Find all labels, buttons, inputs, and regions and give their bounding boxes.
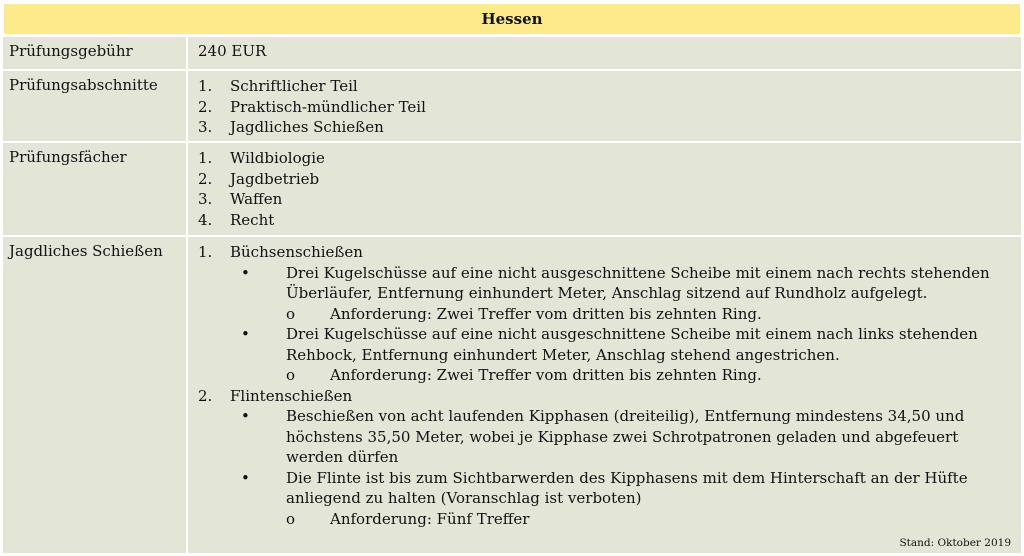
list-number: 2. [198,97,213,116]
list-number: 1. [198,149,213,167]
row-label: Jagdliches Schießen [3,237,188,553]
sub-bullet-text: Anforderung: Fünf Treffer [330,509,530,528]
list-item-text: Wildbiologie [230,149,325,167]
bullet-list [198,324,1021,365]
numbered-list [198,242,1021,263]
sub-bullet-list [198,304,1021,325]
list-item-text: Praktisch-mündlicher Teil [230,97,426,116]
bullet-item [198,406,1021,468]
list-item [198,242,1021,263]
exam-info-table [3,3,1021,553]
bullet-text: Drei Kugelschüsse auf eine nicht ausgeschnittene Scheibe mit einem nach rechts stehenden Überläufer, Entfernung einhundert Meter, Anschlag sitzend auf Rundholz aufgelegt. [286,263,990,302]
sub-bullet-marker: o [286,509,296,528]
list-number: 3. [198,190,213,208]
list-item-text: Recht [230,210,275,229]
list-number: 2. [198,386,213,405]
bullet-item [198,263,1021,304]
row-value: 240 EUR [198,42,267,60]
row-value [188,71,1021,141]
numbered-list [198,148,1021,230]
sub-bullet-item [198,304,1021,325]
bullet-item [198,324,1021,365]
list-item [198,148,1021,169]
bullet-marker: • [241,325,250,343]
list-item-text: Waffen [230,190,283,208]
bullet-list [198,263,1021,304]
bullet-marker: • [241,407,250,425]
row-label: Prüfungsfächer [3,143,188,235]
list-item-text: Schriftlicher Teil [230,77,358,95]
list-item-text: Büchsenschießen [230,243,363,261]
sub-bullet-marker: o [286,366,296,384]
list-item [198,386,1021,407]
table-row [3,35,1021,69]
list-item [198,169,1021,190]
table-title: Hessen [3,3,1021,35]
list-number: 4. [198,210,213,229]
numbered-list [198,386,1021,407]
list-number: 3. [198,118,213,136]
list-item-text: Jagdliches Schießen [230,118,384,136]
bullet-text: Drei Kugelschüsse auf eine nicht ausgeschnittene Scheibe mit einem nach links stehenden Rehbock, Entfernung einhundert Meter, Anschlag stehend angestrichen. [286,325,978,364]
sub-bullet-item [198,509,1021,530]
bullet-marker: • [241,468,250,487]
sub-bullet-marker: o [286,304,296,323]
list-item-text: Flintenschießen [230,386,353,405]
sub-bullet-text: Anforderung: Zwei Treffer vom dritten bis zehnten Ring. [330,366,762,384]
list-item [198,117,1021,138]
list-number: 1. [198,77,213,95]
table-row [3,235,1021,553]
bullet-list [198,406,1021,509]
sub-bullet-text: Anforderung: Zwei Treffer vom dritten bis zehnten Ring. [330,304,762,323]
list-item [198,210,1021,231]
sub-bullet-list [198,365,1021,386]
bullet-item [198,468,1021,509]
bullet-text: Die Flinte ist bis zum Sichtbarwerden des Kipphasens mit dem Hinterschaft an der Hüfte anliegend zu halten (Voranschlag ist verboten) [286,468,968,507]
table-row [3,69,1021,141]
list-item-text: Jagdbetrieb [230,169,320,188]
bullet-text: Beschießen von acht laufenden Kipphasen (dreiteilig), Entfernung mindestens 34,50 und höchstens 35,50 Meter, wobei je Kipphase zwei Schrotpatronen geladen und abgefeuert werden dürfen [286,407,965,466]
list-number: 1. [198,243,213,261]
sub-bullet-item [198,365,1021,386]
row-label: Prüfungsgebühr [3,37,188,69]
list-item [198,97,1021,118]
row-label: Prüfungsabschnitte [3,71,188,141]
row-value [188,143,1021,235]
list-number: 2. [198,169,213,188]
list-item [198,76,1021,97]
sub-bullet-list [198,509,1021,530]
row-value [188,237,1021,553]
list-item [198,189,1021,210]
status-date: Stand: Oktober 2019 [899,537,1011,549]
bullet-marker: • [241,263,250,282]
numbered-list [198,76,1021,138]
table-row [3,141,1021,235]
